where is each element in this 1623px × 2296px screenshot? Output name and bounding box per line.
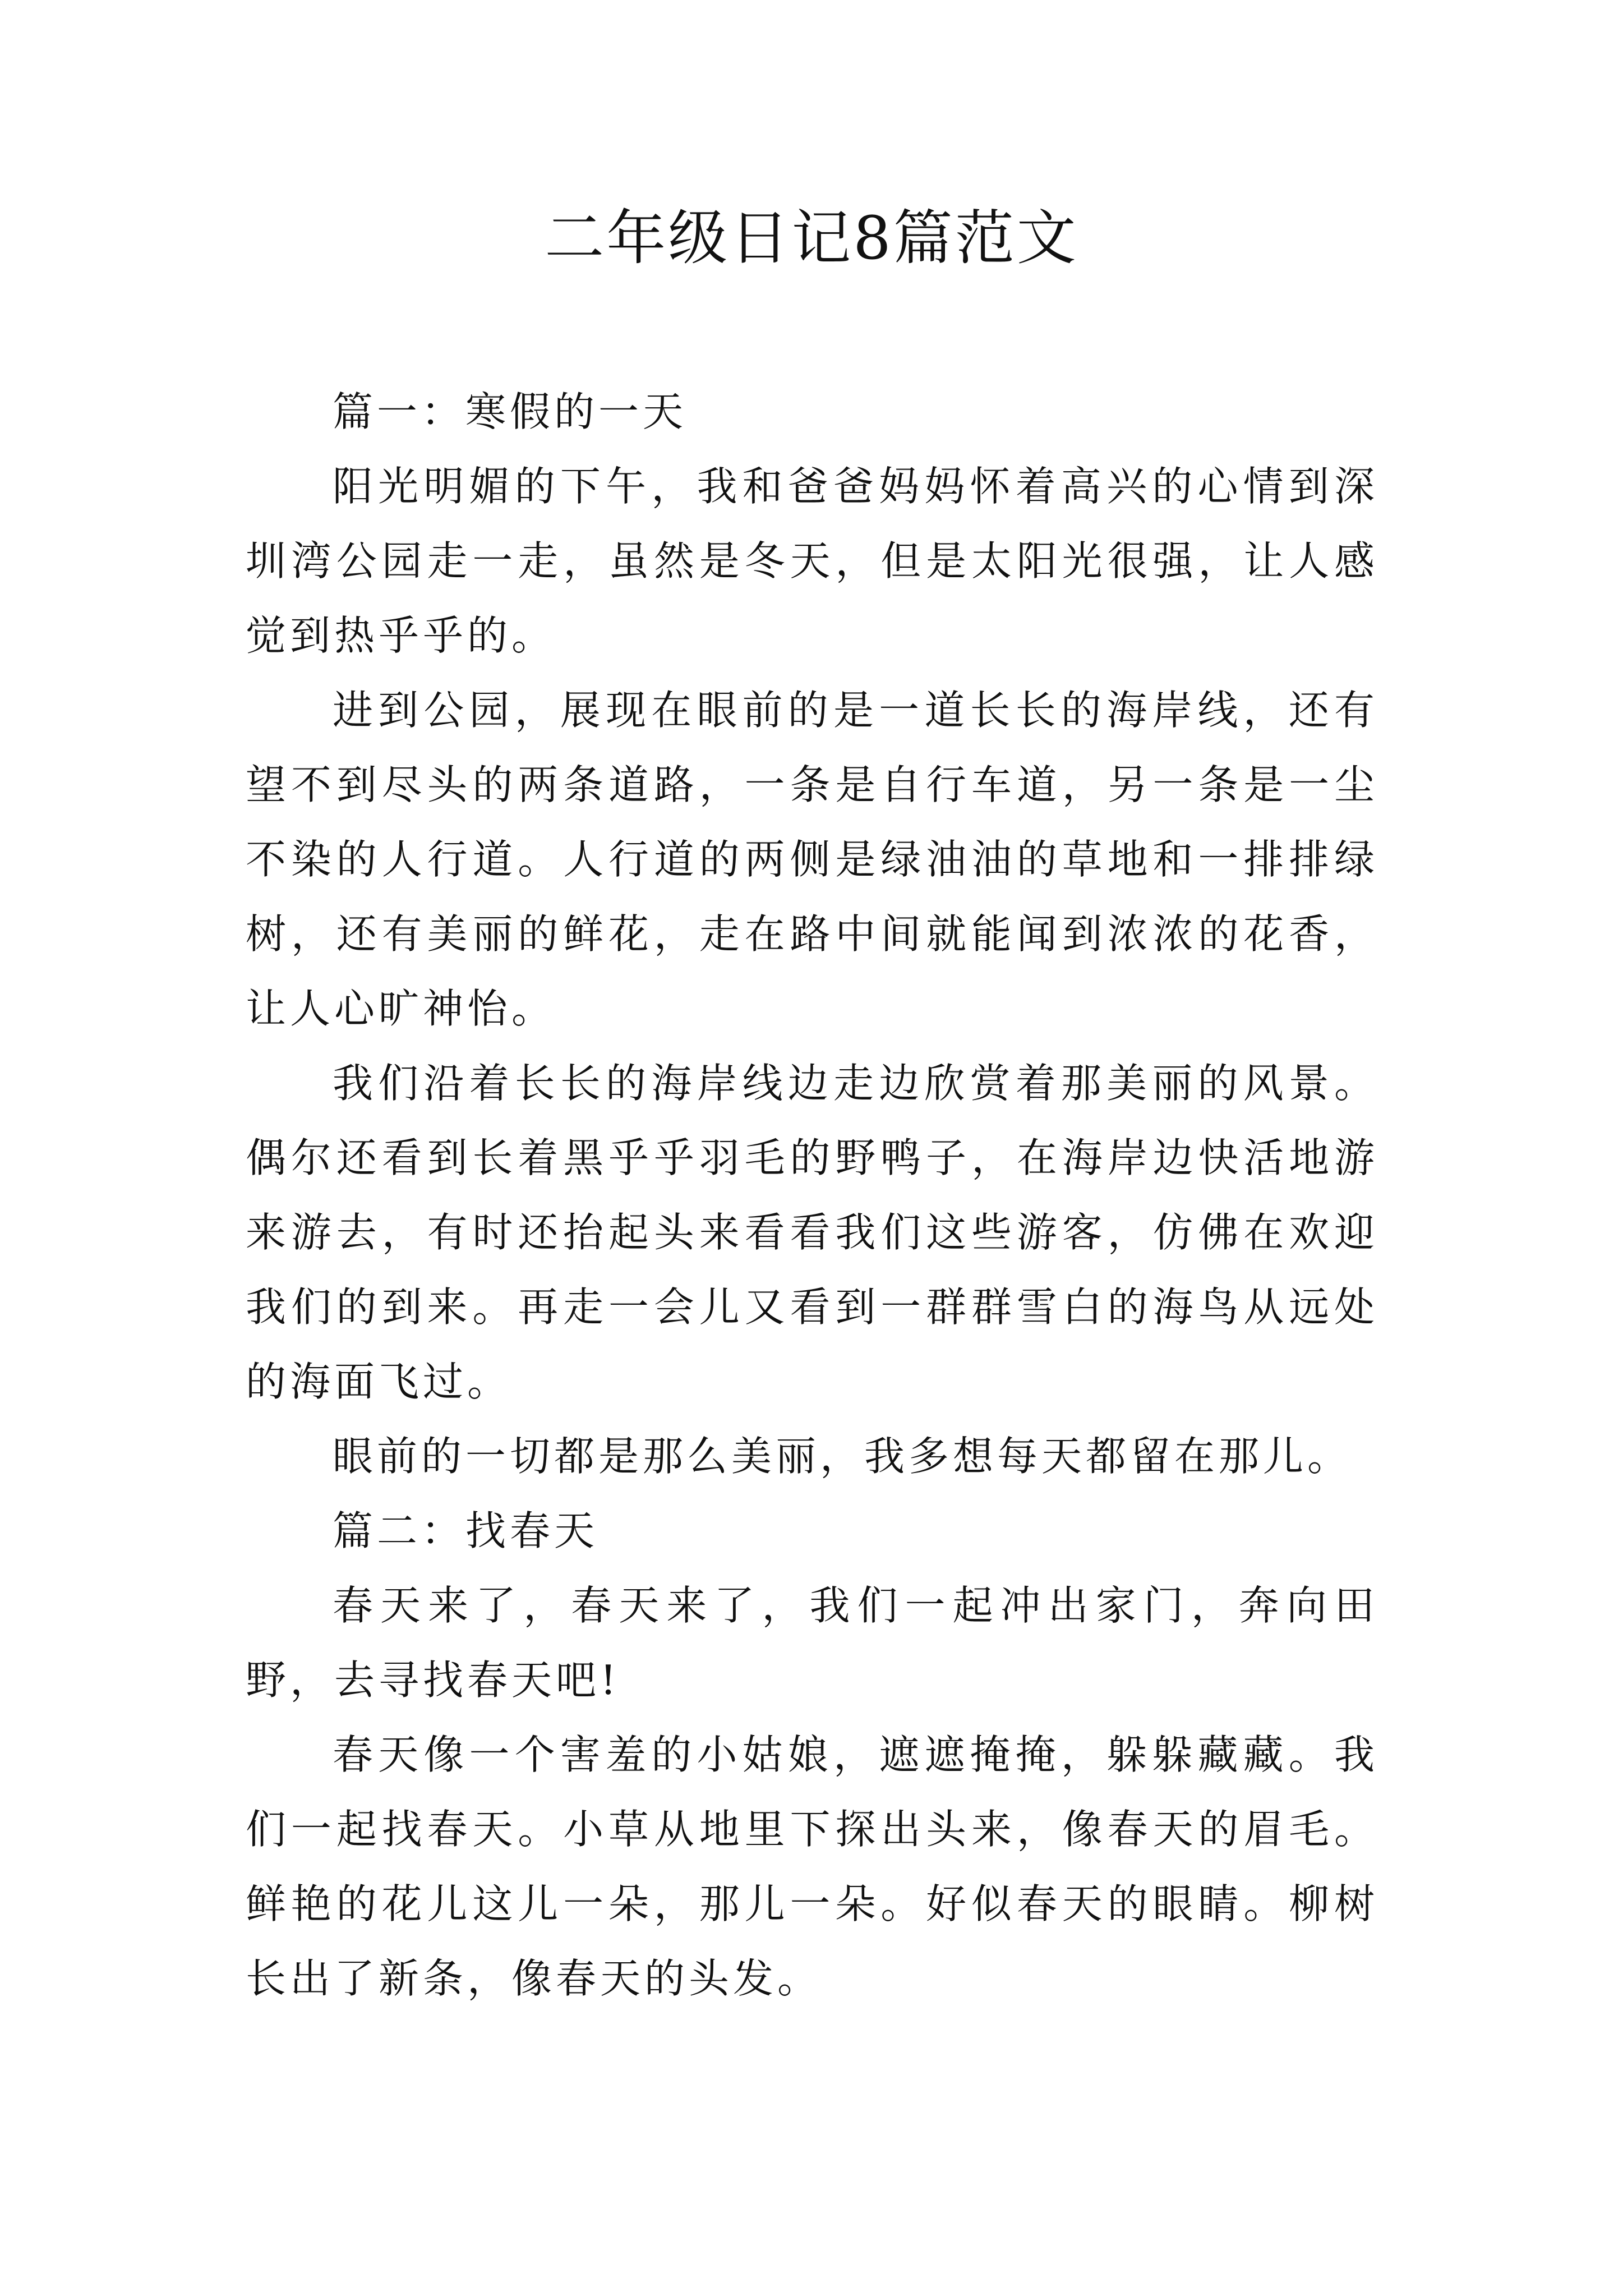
paragraph: 眼前的一切都是那么美丽，我多想每天都留在那儿。 (333, 1433, 1352, 1480)
document-title: 二年级日记8篇范文 (545, 204, 1078, 273)
paragraph: 阳光明媚的下午，我和爸爸妈妈怀着高兴的心情到深圳湾公园走一走，虽然是冬天，但是太阳光很强，让人感觉到热乎乎的。 (246, 463, 1378, 659)
paragraph: 春天像一个害羞的小姑娘，遮遮掩掩，躲躲藏藏。我们一起找春天。小草从地里下探出头来，像春天的眉毛。鲜艳的花儿这儿一朵，那儿一朵。好似春天的眼睛。柳树长出了新条，像春天的头发。 (246, 1731, 1378, 2002)
paragraph: 春天来了，春天来了，我们一起冲出家门，奔向田野，去寻找春天吧! (246, 1582, 1378, 1704)
document-body (246, 375, 1378, 2016)
section-heading-2: 篇二：找春天 (333, 1507, 599, 1554)
paragraph: 我们沿着长长的海岸线边走边欣赏着那美丽的风景。偶尔还看到长着黑乎乎羽毛的野鸭子，在海岸边快活地游来游去，有时还抬起头来看看我们这些游客，仿佛在欢迎我们的到来。再走一会儿又看到一群群雪白的海鸟从远处的海面飞过。 (246, 1060, 1378, 1405)
section-heading-1: 篇一：寒假的一天 (333, 388, 688, 435)
paragraph: 进到公园，展现在眼前的是一道长长的海岸线，还有望不到尽头的两条道路，一条是自行车道，另一条是一尘不染的人行道。人行道的两侧是绿油油的草地和一排排绿树，还有美丽的鲜花，走在路中间就能闻到浓浓的花香，让人心旷神怡。 (246, 687, 1378, 1032)
